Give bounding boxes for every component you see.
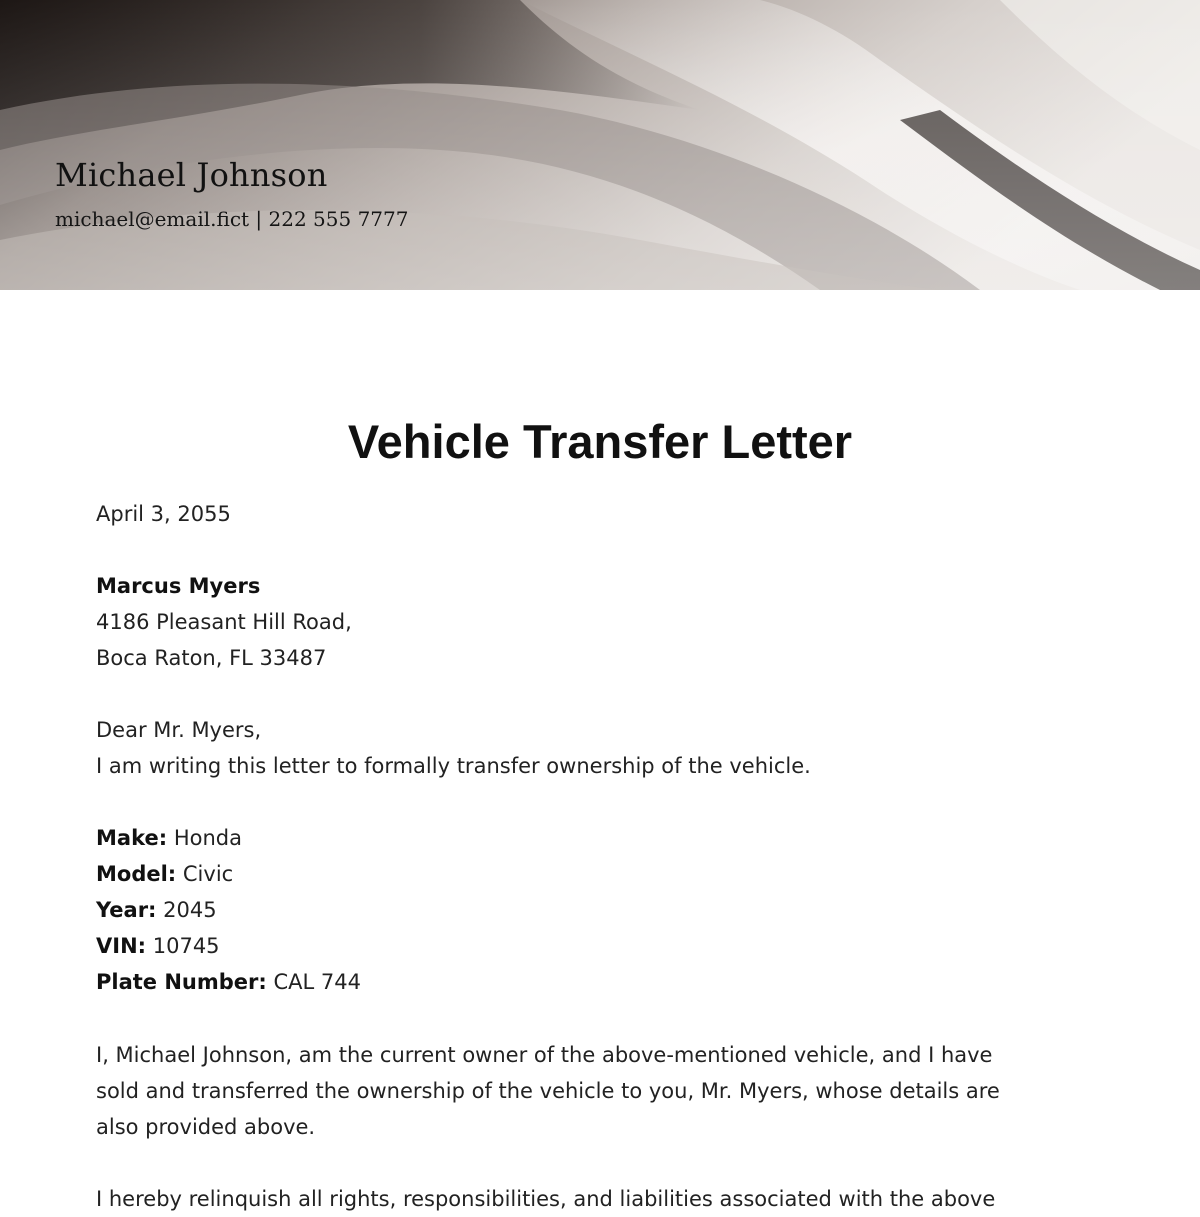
vehicle-make-label: Make: xyxy=(96,826,168,850)
vehicle-year-label: Year: xyxy=(96,898,157,922)
vehicle-model-label: Model: xyxy=(96,862,177,886)
sender-contact: michael@email.fict | 222 555 7777 xyxy=(55,207,409,231)
silk-background-image xyxy=(0,0,1200,290)
letterhead-banner xyxy=(0,0,1200,290)
vehicle-vin-value: 10745 xyxy=(152,934,220,958)
recipient-address-line2: Boca Raton, FL 33487 xyxy=(96,646,327,670)
vehicle-year xyxy=(96,892,1086,928)
paragraph1-line3: also provided above. xyxy=(96,1115,316,1139)
vehicle-make-value: Honda xyxy=(173,826,242,850)
intro-sentence: I am writing this letter to formally transfer ownership of the vehicle. xyxy=(96,754,811,778)
vehicle-make xyxy=(96,820,1086,856)
vehicle-plate-value: CAL 744 xyxy=(273,970,361,994)
vehicle-year-value: 2045 xyxy=(163,898,217,922)
vehicle-model xyxy=(96,856,1086,892)
vehicle-vin xyxy=(96,928,1086,964)
paragraph1-line1: I, Michael Johnson, am the current owner of the above-mentioned vehicle, and I have xyxy=(96,1043,993,1067)
paragraph2-line1: I hereby relinquish all rights, responsibilities, and liabilities associated with the above xyxy=(96,1187,996,1211)
recipient-address-line1: 4186 Pleasant Hill Road, xyxy=(96,610,352,634)
document-title: Vehicle Transfer Letter xyxy=(347,415,853,468)
vehicle-vin-label: VIN: xyxy=(96,934,147,958)
vehicle-plate xyxy=(96,964,1086,1000)
vehicle-model-value: Civic xyxy=(182,862,234,886)
recipient-name: Marcus Myers xyxy=(96,574,261,598)
sender-name: Michael Johnson xyxy=(55,156,328,194)
vehicle-plate-label: Plate Number: xyxy=(96,970,267,994)
salutation: Dear Mr. Myers, xyxy=(96,718,262,742)
letter-date: April 3, 2055 xyxy=(96,502,231,526)
paragraph1-line2: sold and transferred the ownership of the vehicle to you, Mr. Myers, whose details are xyxy=(96,1079,1000,1103)
